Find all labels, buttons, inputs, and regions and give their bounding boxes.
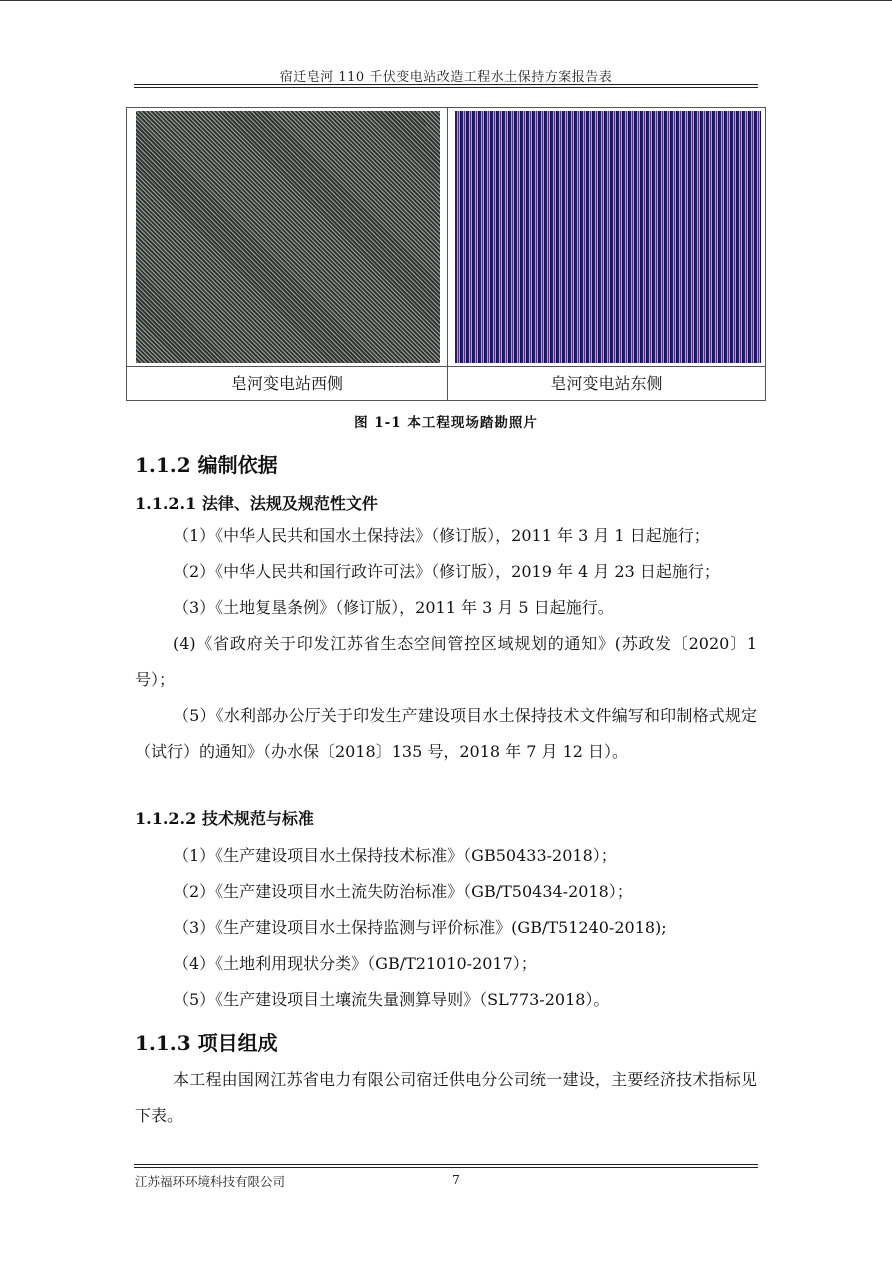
- photo-caption-west: 皂河变电站西侧: [127, 367, 448, 401]
- header-divider: [134, 84, 758, 88]
- photo-cell-east: [448, 108, 765, 366]
- photo-cell-west: [127, 108, 448, 366]
- section-heading-1-1-3: 1.1.3 项目组成: [135, 1031, 278, 1055]
- list-item: （1）《生产建设项目水土保持技术标准》（GB50433-2018）；: [173, 846, 617, 865]
- list-item: （3）《土地复垦条例》（修订版），2011 年 3 月 5 日起施行。: [173, 598, 614, 617]
- footer-company-name: 江苏福环环境科技有限公司: [135, 1174, 286, 1189]
- page-number: 7: [452, 1172, 460, 1187]
- running-header-title: 宿迁皂河 110 千伏变电站改造工程水土保持方案报告表: [279, 70, 613, 85]
- project-composition-paragraph: 本工程由国网江苏省电力有限公司宿迁供电分公司统一建设，主要经济技术指标见下表。: [135, 1070, 757, 1125]
- technical-standards-list: [135, 838, 757, 1018]
- figure-caption: 图 1-1 本工程现场踏勘照片: [354, 415, 538, 431]
- list-item: （5）《水利部办公厅关于印发生产建设项目水土保持技术文件编写和印制格式规定（试行）的通知》（办水保〔2018〕135 号，2018 年 7 月 12 日）。: [135, 706, 757, 761]
- footer-divider: [134, 1164, 758, 1168]
- site-photo-west: [136, 111, 440, 363]
- list-item: （2）《中华人民共和国行政许可法》（修订版），2019 年 4 月 23 日起施行；: [173, 562, 720, 581]
- top-border-line: [0, 0, 892, 1]
- section-heading-1-1-2: 1.1.2 编制依据: [135, 453, 278, 477]
- list-item: （3）《生产建设项目水土保持监测与评价标准》(GB/T51240-2018);: [173, 918, 667, 937]
- list-item: （2）《生产建设项目水土流失防治标准》（GB/T50434-2018）；: [173, 882, 633, 901]
- list-item: （1）《中华人民共和国水土保持法》（修订版），2011 年 3 月 1 日起施行；: [173, 526, 710, 545]
- list-item: (4)《省政府关于印发江苏省生态空间管控区域规划的通知》(苏政发〔2020〕1 号）；: [135, 634, 757, 689]
- subsection-heading-1-1-2-2: 1.1.2.2 技术规范与标准: [135, 809, 314, 828]
- photo-caption-row: [127, 366, 765, 401]
- photo-caption-east: 皂河变电站东侧: [550, 374, 663, 393]
- list-item: （5）《生产建设项目土壤流失量测算导则》（SL773-2018）。: [173, 990, 610, 1009]
- site-photo-table: [126, 107, 766, 401]
- subsection-heading-1-1-2-1: 1.1.2.1 法律、法规及规范性文件: [135, 494, 378, 513]
- site-photo-east: [455, 111, 761, 363]
- list-item: （4）《土地利用现状分类》（GB/T21010-2017）；: [173, 954, 537, 973]
- legal-basis-list: [135, 518, 757, 770]
